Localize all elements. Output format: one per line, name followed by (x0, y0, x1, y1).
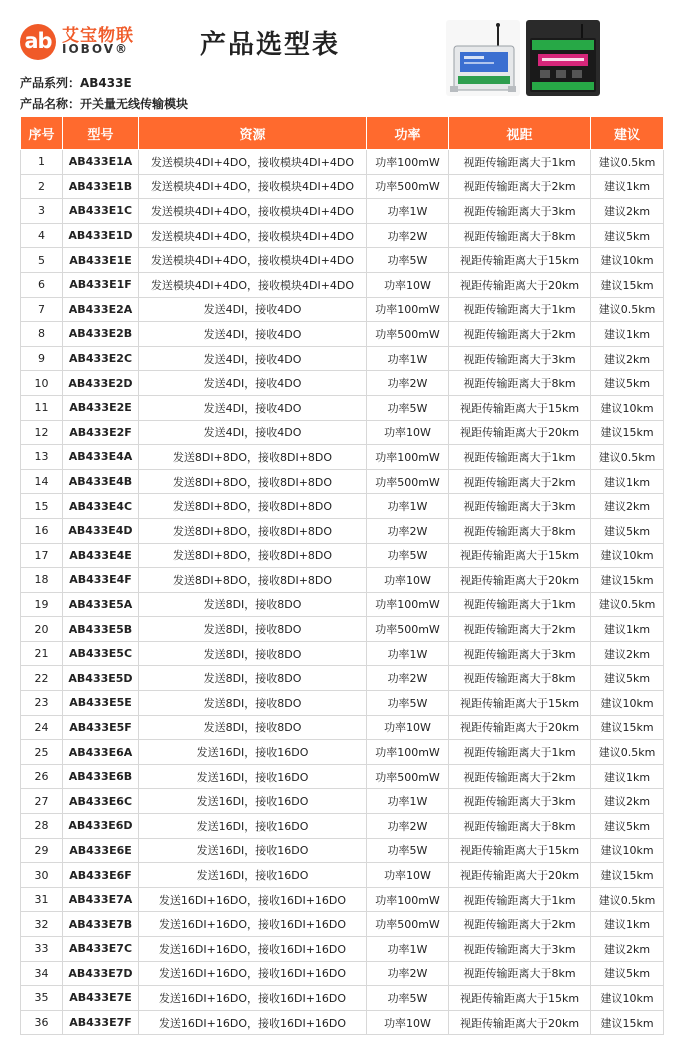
brand-logo-icon: ab (20, 24, 56, 60)
cell-model: AB433E6C (63, 789, 139, 814)
cell-range: 视距传输距离大于3km (449, 346, 591, 371)
table-row (21, 961, 664, 986)
page-title: 产品选型表 (200, 30, 341, 60)
cell-recommend: 建议5km (591, 371, 664, 396)
cell-model: AB433E2C (63, 346, 139, 371)
cell-index: 12 (21, 420, 63, 445)
cell-recommend: 建议5km (591, 518, 664, 543)
cell-range: 视距传输距离大于8km (449, 666, 591, 691)
cell-model: AB433E4F (63, 568, 139, 593)
table-row (21, 518, 664, 543)
product-photo-module-icon (446, 20, 520, 96)
cell-resource: 发送16DI，接收16DO (139, 814, 367, 839)
cell-power: 功率500mW (367, 174, 449, 199)
product-series: 产品系列：AB433E (20, 76, 132, 90)
cell-resource: 发送8DI，接收8DO (139, 617, 367, 642)
cell-index: 7 (21, 297, 63, 322)
cell-index: 13 (21, 445, 63, 470)
table-row (21, 937, 664, 962)
cell-resource: 发送8DI，接收8DO (139, 592, 367, 617)
cell-index: 18 (21, 568, 63, 593)
cell-power: 功率5W (367, 838, 449, 863)
header-resource: 资源 (139, 117, 367, 150)
cell-resource: 发送16DI+16DO，接收16DI+16DO (139, 912, 367, 937)
cell-resource: 发送16DI+16DO，接收16DI+16DO (139, 986, 367, 1011)
cell-power: 功率500mW (367, 322, 449, 347)
cell-power: 功率1W (367, 789, 449, 814)
cell-resource: 发送模块4DI+4DO，接收模块4DI+4DO (139, 272, 367, 297)
cell-range: 视距传输距离大于20km (449, 272, 591, 297)
page-header (0, 0, 687, 115)
cell-recommend: 建议0.5km (591, 592, 664, 617)
cell-index: 19 (21, 592, 63, 617)
cell-recommend: 建议10km (591, 543, 664, 568)
cell-power: 功率2W (367, 814, 449, 839)
cell-model: AB433E4B (63, 469, 139, 494)
cell-power: 功率10W (367, 420, 449, 445)
cell-index: 21 (21, 641, 63, 666)
cell-resource: 发送8DI+8DO，接收8DI+8DO (139, 494, 367, 519)
cell-resource: 发送4DI，接收4DO (139, 420, 367, 445)
cell-power: 功率10W (367, 863, 449, 888)
cell-model: AB433E4A (63, 445, 139, 470)
cell-range: 视距传输距离大于1km (449, 740, 591, 765)
cell-recommend: 建议1km (591, 912, 664, 937)
cell-resource: 发送模块4DI+4DO，接收模块4DI+4DO (139, 223, 367, 248)
table-row (21, 838, 664, 863)
cell-range: 视距传输距离大于20km (449, 1010, 591, 1035)
table-row (21, 445, 664, 470)
cell-recommend: 建议2km (591, 789, 664, 814)
cell-range: 视距传输距离大于1km (449, 445, 591, 470)
cell-power: 功率2W (367, 223, 449, 248)
cell-recommend: 建议10km (591, 395, 664, 420)
cell-range: 视距传输距离大于20km (449, 568, 591, 593)
cell-power: 功率100mW (367, 445, 449, 470)
cell-index: 17 (21, 543, 63, 568)
cell-model: AB433E1A (63, 150, 139, 175)
cell-power: 功率10W (367, 1010, 449, 1035)
cell-resource: 发送8DI，接收8DO (139, 641, 367, 666)
table-row (21, 912, 664, 937)
cell-range: 视距传输距离大于15km (449, 986, 591, 1011)
cell-power: 功率2W (367, 666, 449, 691)
table-row (21, 272, 664, 297)
header-recommend: 建议 (591, 117, 664, 150)
cell-resource: 发送16DI，接收16DO (139, 764, 367, 789)
cell-resource: 发送16DI，接收16DO (139, 838, 367, 863)
cell-power: 功率500mW (367, 764, 449, 789)
cell-model: AB433E6A (63, 740, 139, 765)
cell-power: 功率500mW (367, 617, 449, 642)
cell-resource: 发送16DI+16DO，接收16DI+16DO (139, 961, 367, 986)
table-row (21, 199, 664, 224)
cell-model: AB433E4D (63, 518, 139, 543)
cell-range: 视距传输距离大于2km (449, 469, 591, 494)
cell-recommend: 建议2km (591, 346, 664, 371)
cell-recommend: 建议5km (591, 814, 664, 839)
cell-range: 视距传输距离大于8km (449, 814, 591, 839)
cell-index: 6 (21, 272, 63, 297)
cell-model: AB433E5F (63, 715, 139, 740)
cell-range: 视距传输距离大于15km (449, 691, 591, 716)
cell-model: AB433E4E (63, 543, 139, 568)
cell-index: 35 (21, 986, 63, 1011)
table-row (21, 740, 664, 765)
cell-model: AB433E1C (63, 199, 139, 224)
cell-index: 27 (21, 789, 63, 814)
cell-model: AB433E2E (63, 395, 139, 420)
product-photo-board-icon (526, 20, 600, 96)
cell-power: 功率5W (367, 986, 449, 1011)
cell-power: 功率100mW (367, 887, 449, 912)
cell-model: AB433E1D (63, 223, 139, 248)
table-row (21, 371, 664, 396)
cell-index: 30 (21, 863, 63, 888)
cell-index: 11 (21, 395, 63, 420)
cell-recommend: 建议2km (591, 937, 664, 962)
brand-name-en: IOBOV® (62, 42, 129, 56)
cell-range: 视距传输距离大于1km (449, 297, 591, 322)
cell-index: 5 (21, 248, 63, 273)
table-row (21, 863, 664, 888)
cell-resource: 发送8DI，接收8DO (139, 715, 367, 740)
table-row (21, 346, 664, 371)
cell-power: 功率100mW (367, 150, 449, 175)
cell-recommend: 建议2km (591, 494, 664, 519)
cell-resource: 发送模块4DI+4DO，接收模块4DI+4DO (139, 150, 367, 175)
cell-range: 视距传输距离大于20km (449, 420, 591, 445)
cell-power: 功率500mW (367, 912, 449, 937)
cell-power: 功率2W (367, 371, 449, 396)
cell-recommend: 建议5km (591, 666, 664, 691)
cell-resource: 发送16DI+16DO，接收16DI+16DO (139, 887, 367, 912)
table-row (21, 986, 664, 1011)
cell-model: AB433E6E (63, 838, 139, 863)
cell-range: 视距传输距离大于2km (449, 174, 591, 199)
cell-range: 视距传输距离大于3km (449, 199, 591, 224)
cell-index: 24 (21, 715, 63, 740)
cell-range: 视距传输距离大于20km (449, 715, 591, 740)
cell-power: 功率1W (367, 199, 449, 224)
header-range: 视距 (449, 117, 591, 150)
cell-model: AB433E4C (63, 494, 139, 519)
cell-resource: 发送16DI+16DO，接收16DI+16DO (139, 1010, 367, 1035)
cell-index: 33 (21, 937, 63, 962)
cell-index: 3 (21, 199, 63, 224)
table-row (21, 641, 664, 666)
cell-power: 功率5W (367, 543, 449, 568)
cell-model: AB433E7C (63, 937, 139, 962)
cell-range: 视距传输距离大于3km (449, 641, 591, 666)
cell-recommend: 建议1km (591, 764, 664, 789)
cell-range: 视距传输距离大于2km (449, 764, 591, 789)
table-row (21, 494, 664, 519)
cell-recommend: 建议0.5km (591, 150, 664, 175)
cell-recommend: 建议1km (591, 469, 664, 494)
table-row (21, 887, 664, 912)
table-row (21, 543, 664, 568)
cell-resource: 发送8DI+8DO，接收8DI+8DO (139, 518, 367, 543)
cell-range: 视距传输距离大于8km (449, 371, 591, 396)
cell-resource: 发送模块4DI+4DO，接收模块4DI+4DO (139, 174, 367, 199)
table-row (21, 469, 664, 494)
table-body (21, 150, 664, 1035)
cell-power: 功率5W (367, 248, 449, 273)
cell-index: 32 (21, 912, 63, 937)
table-row (21, 420, 664, 445)
cell-power: 功率10W (367, 272, 449, 297)
cell-resource: 发送16DI，接收16DO (139, 789, 367, 814)
cell-index: 2 (21, 174, 63, 199)
cell-resource: 发送4DI，接收4DO (139, 371, 367, 396)
cell-recommend: 建议1km (591, 617, 664, 642)
header-power: 功率 (367, 117, 449, 150)
cell-model: AB433E6D (63, 814, 139, 839)
table-row (21, 150, 664, 175)
cell-index: 8 (21, 322, 63, 347)
cell-recommend: 建议10km (591, 691, 664, 716)
cell-recommend: 建议15km (591, 272, 664, 297)
cell-model: AB433E5B (63, 617, 139, 642)
cell-recommend: 建议15km (591, 568, 664, 593)
cell-index: 28 (21, 814, 63, 839)
header-model: 型号 (63, 117, 139, 150)
cell-index: 4 (21, 223, 63, 248)
table-row (21, 666, 664, 691)
cell-index: 1 (21, 150, 63, 175)
table-row (21, 764, 664, 789)
cell-range: 视距传输距离大于2km (449, 617, 591, 642)
cell-recommend: 建议5km (591, 223, 664, 248)
cell-recommend: 建议0.5km (591, 297, 664, 322)
cell-recommend: 建议2km (591, 641, 664, 666)
cell-resource: 发送4DI，接收4DO (139, 395, 367, 420)
cell-model: AB433E5E (63, 691, 139, 716)
cell-range: 视距传输距离大于8km (449, 961, 591, 986)
cell-range: 视距传输距离大于8km (449, 223, 591, 248)
cell-index: 26 (21, 764, 63, 789)
cell-index: 25 (21, 740, 63, 765)
header-index: 序号 (21, 117, 63, 150)
cell-range: 视距传输距离大于20km (449, 863, 591, 888)
table-row (21, 592, 664, 617)
cell-power: 功率1W (367, 346, 449, 371)
cell-power: 功率5W (367, 691, 449, 716)
cell-power: 功率100mW (367, 740, 449, 765)
cell-model: AB433E7F (63, 1010, 139, 1035)
table-row (21, 248, 664, 273)
cell-model: AB433E2A (63, 297, 139, 322)
table-row (21, 395, 664, 420)
cell-power: 功率5W (367, 395, 449, 420)
cell-range: 视距传输距离大于3km (449, 789, 591, 814)
cell-power: 功率500mW (367, 469, 449, 494)
product-selection-table (20, 116, 664, 1035)
cell-index: 14 (21, 469, 63, 494)
cell-model: AB433E7D (63, 961, 139, 986)
cell-power: 功率1W (367, 641, 449, 666)
cell-index: 36 (21, 1010, 63, 1035)
cell-index: 31 (21, 887, 63, 912)
cell-power: 功率10W (367, 568, 449, 593)
cell-resource: 发送8DI，接收8DO (139, 666, 367, 691)
table-row (21, 322, 664, 347)
cell-recommend: 建议10km (591, 838, 664, 863)
cell-resource: 发送模块4DI+4DO，接收模块4DI+4DO (139, 248, 367, 273)
cell-resource: 发送16DI+16DO，接收16DI+16DO (139, 937, 367, 962)
cell-index: 10 (21, 371, 63, 396)
cell-power: 功率10W (367, 715, 449, 740)
cell-recommend: 建议1km (591, 174, 664, 199)
cell-model: AB433E1B (63, 174, 139, 199)
cell-recommend: 建议1km (591, 322, 664, 347)
cell-resource: 发送模块4DI+4DO，接收模块4DI+4DO (139, 199, 367, 224)
cell-recommend: 建议2km (591, 199, 664, 224)
cell-index: 15 (21, 494, 63, 519)
cell-model: AB433E6B (63, 764, 139, 789)
cell-recommend: 建议5km (591, 961, 664, 986)
cell-recommend: 建议15km (591, 863, 664, 888)
cell-index: 22 (21, 666, 63, 691)
table-header-row (21, 117, 664, 150)
cell-model: AB433E1E (63, 248, 139, 273)
table-row (21, 617, 664, 642)
cell-power: 功率100mW (367, 297, 449, 322)
cell-resource: 发送4DI，接收4DO (139, 346, 367, 371)
product-name: 产品名称：开关量无线传输模块 (20, 97, 189, 111)
table-row (21, 174, 664, 199)
table-row (21, 789, 664, 814)
cell-model: AB433E1F (63, 272, 139, 297)
cell-index: 16 (21, 518, 63, 543)
table-row (21, 814, 664, 839)
brand-name-cn: 艾宝物联 (62, 26, 134, 46)
cell-power: 功率100mW (367, 592, 449, 617)
cell-resource: 发送16DI，接收16DO (139, 863, 367, 888)
cell-recommend: 建议10km (591, 986, 664, 1011)
cell-power: 功率1W (367, 937, 449, 962)
table-row (21, 297, 664, 322)
cell-range: 视距传输距离大于1km (449, 592, 591, 617)
cell-range: 视距传输距离大于3km (449, 937, 591, 962)
cell-recommend: 建议0.5km (591, 445, 664, 470)
cell-index: 23 (21, 691, 63, 716)
table-row (21, 223, 664, 248)
cell-range: 视距传输距离大于2km (449, 322, 591, 347)
cell-model: AB433E7E (63, 986, 139, 1011)
cell-recommend: 建议0.5km (591, 740, 664, 765)
cell-resource: 发送4DI，接收4DO (139, 297, 367, 322)
table-row (21, 568, 664, 593)
cell-resource: 发送8DI+8DO，接收8DI+8DO (139, 543, 367, 568)
cell-model: AB433E7A (63, 887, 139, 912)
cell-recommend: 建议15km (591, 1010, 664, 1035)
cell-range: 视距传输距离大于2km (449, 912, 591, 937)
cell-power: 功率1W (367, 494, 449, 519)
cell-model: AB433E6F (63, 863, 139, 888)
cell-recommend: 建议0.5km (591, 887, 664, 912)
cell-resource: 发送16DI，接收16DO (139, 740, 367, 765)
cell-range: 视距传输距离大于15km (449, 543, 591, 568)
cell-range: 视距传输距离大于15km (449, 248, 591, 273)
cell-index: 20 (21, 617, 63, 642)
cell-index: 34 (21, 961, 63, 986)
cell-range: 视距传输距离大于1km (449, 150, 591, 175)
cell-recommend: 建议15km (591, 420, 664, 445)
cell-range: 视距传输距离大于15km (449, 838, 591, 863)
cell-resource: 发送4DI，接收4DO (139, 322, 367, 347)
cell-index: 29 (21, 838, 63, 863)
table-row (21, 1010, 664, 1035)
cell-model: AB433E5C (63, 641, 139, 666)
cell-range: 视距传输距离大于1km (449, 887, 591, 912)
cell-recommend: 建议10km (591, 248, 664, 273)
table-row (21, 691, 664, 716)
cell-model: AB433E2D (63, 371, 139, 396)
cell-resource: 发送8DI+8DO，接收8DI+8DO (139, 469, 367, 494)
cell-range: 视距传输距离大于8km (449, 518, 591, 543)
cell-model: AB433E5A (63, 592, 139, 617)
table-row (21, 715, 664, 740)
cell-range: 视距传输距离大于15km (449, 395, 591, 420)
cell-model: AB433E7B (63, 912, 139, 937)
cell-resource: 发送8DI，接收8DO (139, 691, 367, 716)
cell-model: AB433E2B (63, 322, 139, 347)
cell-index: 9 (21, 346, 63, 371)
cell-recommend: 建议15km (591, 715, 664, 740)
cell-model: AB433E5D (63, 666, 139, 691)
cell-power: 功率2W (367, 961, 449, 986)
cell-model: AB433E2F (63, 420, 139, 445)
cell-range: 视距传输距离大于3km (449, 494, 591, 519)
cell-power: 功率2W (367, 518, 449, 543)
cell-resource: 发送8DI+8DO，接收8DI+8DO (139, 568, 367, 593)
cell-resource: 发送8DI+8DO，接收8DI+8DO (139, 445, 367, 470)
